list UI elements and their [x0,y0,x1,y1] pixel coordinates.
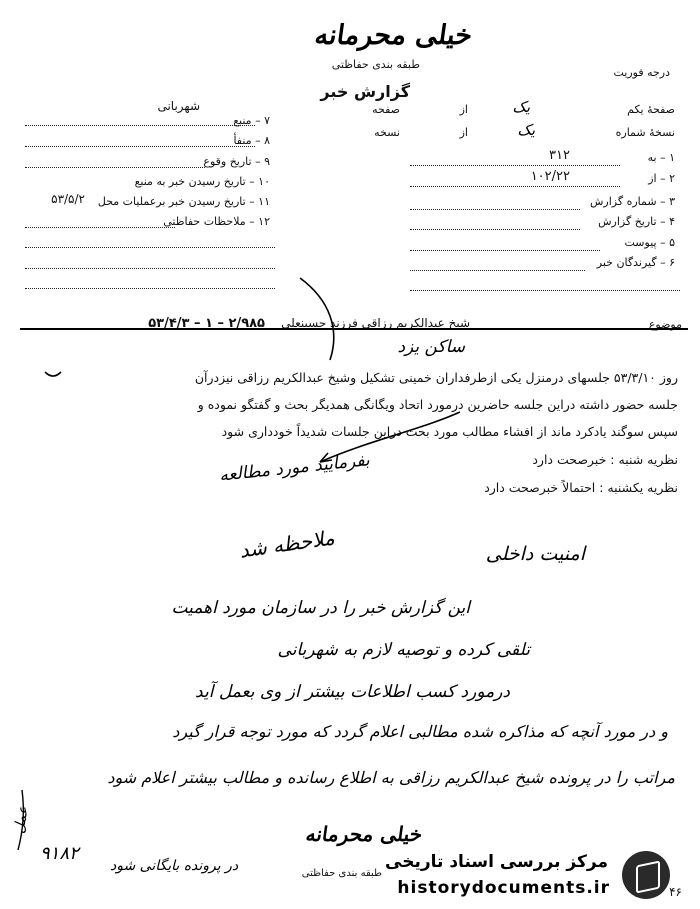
field-page-value: یک [512,98,530,116]
field-copy-value: یک [517,121,535,139]
handwritten-note-3: امنیت داخلی [485,543,585,565]
field-to-label: ۱ – به [647,151,675,164]
footer-classification-stamp: خیلی محرمانه [303,822,424,846]
handwritten-subject-note: ساکن یزد [397,337,465,357]
handwritten-note-1: بفرمایید مورد مطالعه [218,450,371,486]
classification-stamp: خیلی محرمانه [312,20,475,51]
field-security-notes-label: ۱۲ – ملاحظات حفاظتی [163,215,270,228]
page-number: ۴۶ [669,885,682,899]
field-attachment-label: ۵ – پیوست [624,236,675,249]
field-copy-unit: نسخه [374,126,400,139]
watermark-url: historydocuments.ir [397,878,610,898]
field-occurrence-date-label: ۹ – تاریخ وقوع [203,155,270,168]
subject-reference: ۵۳/۴/۳ – ۱ – ۲/۹۸۵ [148,316,265,331]
handwritten-para-1: این گزارش خبر را در سازمان مورد اهمیت [171,598,470,618]
body-line-1: روز ۵۳/۳/۱۰ جلسهای درمنزل یکی ازطرفداران خمینی تشکیل وشیخ عبدالکریم رزاقی نیزدرآن [194,370,678,385]
footer-classification-label: طبقه بندی حفاظتی [301,868,382,879]
handwritten-note-2: ملاحظه شد [238,525,337,563]
subject-text: شیخ عبدالکریم رزاقی فرزند حسینعلی [281,316,470,330]
handwritten-para-5: مراتب را در پرونده شیخ عبدالکریم رزاقی به اطلاع رسانده و مطالب بیشتر اعلام شود [107,768,675,787]
field-copy-label: نسخهٔ شماره [615,126,675,139]
field-news-to-ops-label: ۱۱ – تاریخ رسیدن خبر برعملیات محل [97,195,270,208]
field-to-value: ۳۱۲ [549,148,570,163]
handwritten-number: ۹۱۸۲ [40,843,79,864]
handwritten-bottom-note: در پرونده بایگانی شود [110,858,239,874]
field-page-unit: صفحه [372,103,400,116]
archive-logo-icon [622,851,670,899]
handwritten-para-3: درمورد کسب اطلاعات بیشتر از وی بعمل آید [195,682,510,702]
field-from-value: ۱۰۲/۲۲ [530,169,570,184]
opinion-sunday: نظریه یکشنبه : احتمالاً خبرصحت دارد [484,480,678,495]
handwritten-para-2: تلقی کرده و توصیه لازم به شهربانی [277,640,530,660]
watermark-title: مرکز بررسی اسناد تاریخی [385,852,608,872]
field-news-to-ops-value: ۵۳/۵/۲ [51,192,85,206]
body-line-3: سپس سوگند یادکرد ماند از افشاء مطالب مورد بحث دراین جلسات شدیداً خودداری شود [221,424,678,439]
field-report-date-label: ۴ – تاریخ گزارش [598,215,675,228]
field-source-value: شهربانی [157,99,200,113]
handwritten-para-4: و در مورد آنچه که مذاکره شده مطالبی اعلام گردد که مورد توجه قرار گیرد [172,722,668,741]
field-page-of: از [459,103,468,116]
field-source-label: ۷ – منبع [233,114,270,127]
field-recipients-label: ۶ – گیرندگان خبر [596,256,675,269]
classification-label: طبقه بندی حفاظتی [331,58,420,71]
handwritten-margin-note: عمل [11,805,32,835]
field-news-to-source-label: ۱۰ – تاریخ رسیدن خبر به منبع [134,175,270,188]
field-copy-of: از [459,126,468,139]
field-report-number-label: ۳ – شماره گزارش [589,195,675,208]
urgency-label: درجه فوریت [613,66,670,79]
field-page-label: صفحهٔ یکم [627,103,675,116]
field-from-label: ۲ – از [648,172,675,185]
page-title: گزارش خبر [320,82,410,101]
opinion-saturday: نظریه شنبه : خبرصحت دارد [532,452,678,467]
body-line-2: جلسه حضور داشته دراین جلسه حاضرین درمورد اتحاد ویگانگی همدیگر بحث و گفتگو نموده و [197,397,678,412]
field-origin-label: ۸ – منفأ [233,134,270,147]
subject-label: موضوع [648,318,682,331]
